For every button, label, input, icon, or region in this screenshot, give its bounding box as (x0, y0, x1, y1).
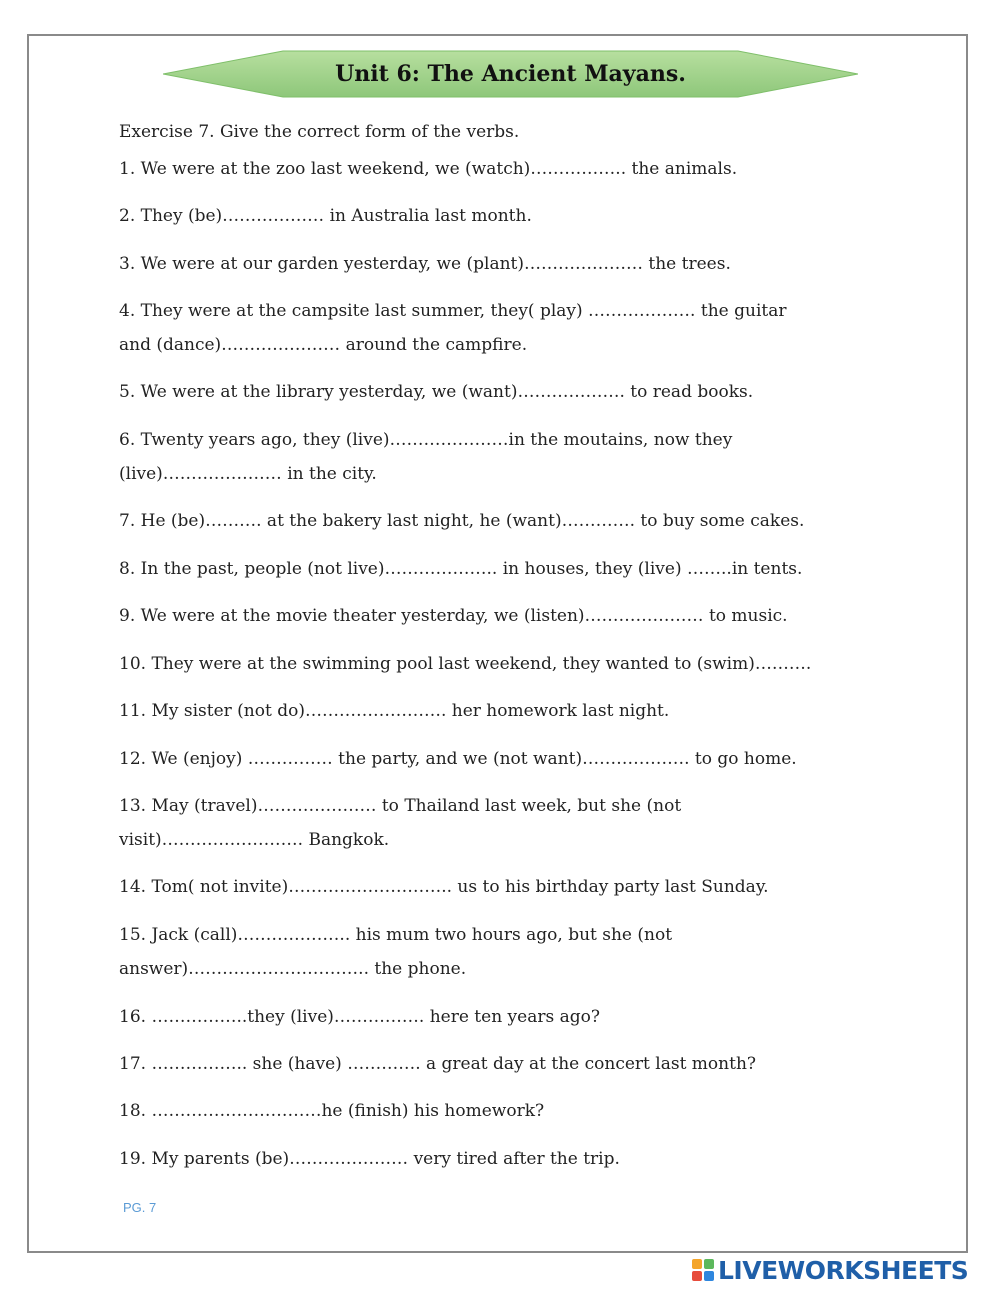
liveworksheets-icon (692, 1259, 714, 1281)
question-16: 16. ……………..they (live)……………. here ten years ago? (119, 1007, 600, 1027)
question-11: 11. My sister (not do)……………………. her homework last night. (119, 701, 670, 721)
question-5: 5. We were at the library yesterday, we (want)………………. to read books. (119, 382, 754, 402)
question-9: 9. We were at the movie theater yesterday, we (listen)………………… to music. (119, 606, 788, 626)
question-3: 3. We were at our garden yesterday, we (plant)………………… the trees. (119, 254, 731, 274)
question-19: 19. My parents (be)………………… very tired after the trip. (119, 1149, 620, 1169)
question-17: 17. …………….. she (have) …………. a great day at the concert last month? (119, 1054, 757, 1074)
question-2: 2. They (be)……………… in Australia last month. (119, 206, 532, 226)
title-banner (163, 50, 858, 98)
question-14: 14. Tom( not invite)……………………….. us to his birthday party last Sunday. (119, 877, 769, 897)
question-6: 6. Twenty years ago, they (live)…………………in the moutains, now they (live)………………… in the city. (119, 430, 733, 484)
question-18: 18. …………………………he (finish) his homework? (119, 1101, 545, 1121)
exercise-instruction: Exercise 7. Give the correct form of the verbs. (119, 122, 520, 142)
question-15: 15. Jack (call)……………….. his mum two hours ago, but she (not answer)………………………….. the phone. (119, 925, 673, 979)
question-4: 4. They were at the campsite last summer, they( play) ………………. the guitar and (dance)………………… around the campfire. (119, 301, 787, 355)
question-1: 1. We were at the zoo last weekend, we (watch)…………….. the animals. (119, 159, 738, 179)
page-number: PG. 7 (123, 1200, 157, 1215)
question-10: 10. They were at the swimming pool last weekend, they wanted to (swim)………. (119, 654, 812, 674)
question-13: 13. May (travel)………………… to Thailand last week, but she (not visit)……………………. Bangkok. (119, 796, 682, 850)
question-8: 8. In the past, people (not live)……………….. in houses, they (live) ……..in tents. (119, 559, 803, 579)
liveworksheets-logo[interactable] (692, 1254, 968, 1286)
question-12: 12. We (enjoy) …………… the party, and we (not want)………………. to go home. (119, 749, 797, 769)
question-7: 7. He (be)………. at the bakery last night, he (want)…………. to buy some cakes. (119, 511, 805, 531)
page-title: Unit 6: The Ancient Mayans. (335, 61, 686, 87)
logo-text: LIVEWORKSHEETS (718, 1255, 969, 1285)
